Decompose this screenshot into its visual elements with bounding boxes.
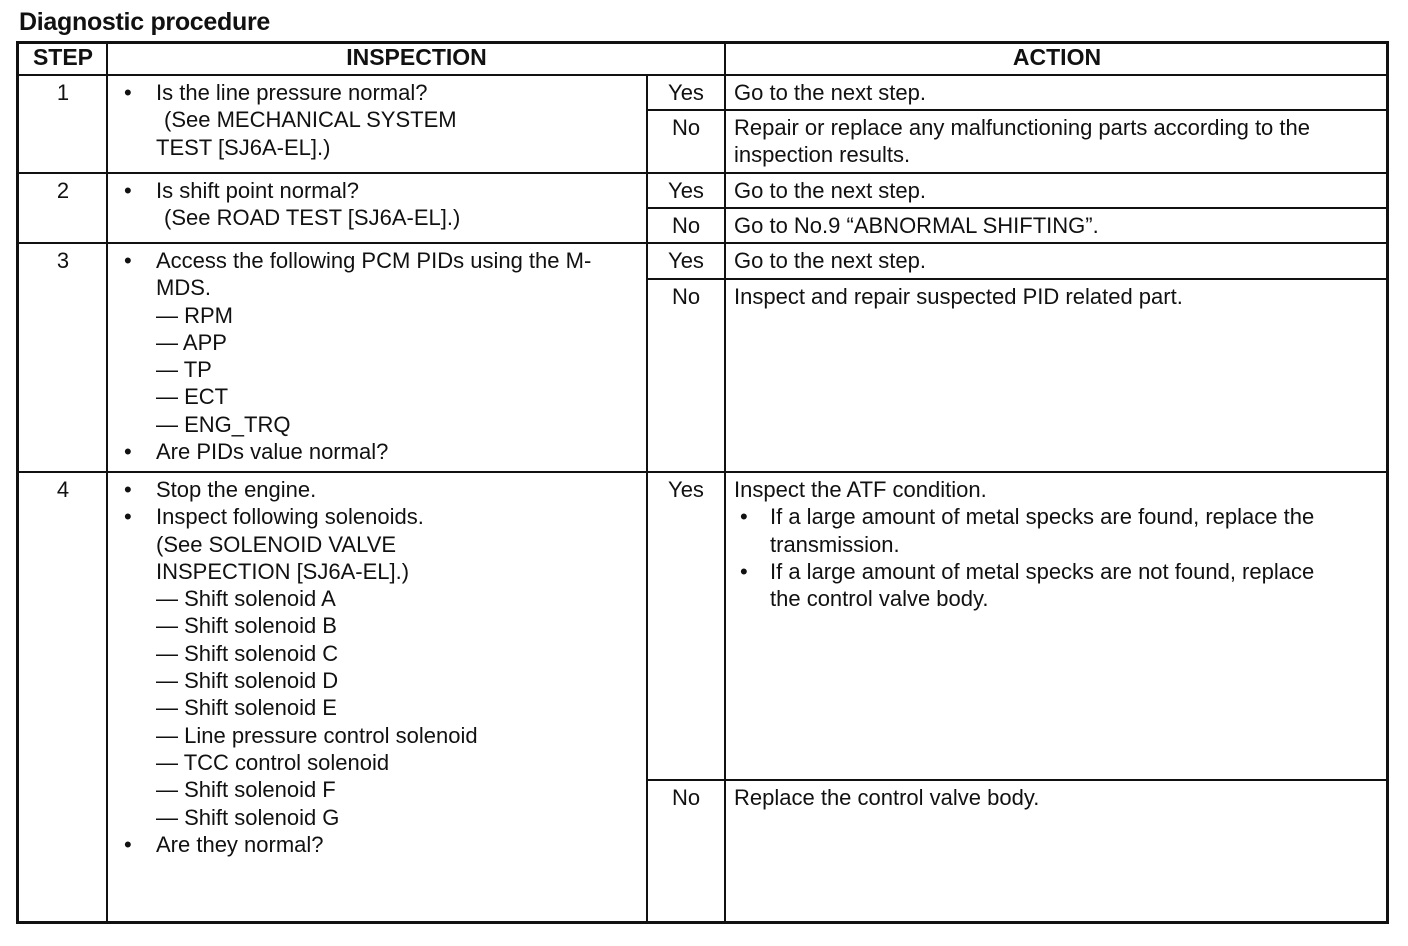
step2-yes-divider [646, 207, 1388, 209]
action-bullet-continued: the control valve body. [770, 586, 989, 612]
inspection-bullet: • Access the following PCM PIDs using the M- [120, 247, 640, 274]
step1-yes-divider [646, 109, 1388, 111]
inspection-bullet: • Inspect following solenoids. [120, 503, 640, 530]
inspection-reference: (See ROAD TEST [SJ6A-EL].) [164, 205, 461, 231]
inspection-bullet: • Are they normal? [120, 831, 640, 858]
no-action: Replace the control valve body. [734, 785, 1040, 810]
inspection-bullet: • Stop the engine. [120, 476, 640, 503]
step3-inspection [120, 247, 640, 465]
yes-label: Yes [668, 178, 704, 203]
no-action [734, 114, 1379, 169]
solenoid-item: — Shift solenoid B [156, 613, 337, 639]
step2-bottom-divider [17, 242, 1388, 244]
solenoid-item: — TCC control solenoid [156, 749, 390, 775]
inspection-bullet: • Is shift point normal? [120, 177, 640, 204]
inspection-reference: (See MECHANICAL SYSTEM [164, 107, 457, 133]
yes-label: Yes [668, 248, 704, 273]
no-action-line: Repair or replace any malfunctioning parts according to the [734, 115, 1310, 140]
yes-action: Go to the next step. [734, 248, 927, 273]
column-divider-action [724, 42, 726, 923]
inspection-bullet: • Is the line pressure normal? [120, 79, 640, 106]
inspection-reference: (See SOLENOID VALVE [156, 531, 397, 557]
yes-label: Yes [668, 477, 704, 502]
solenoid-item: — Shift solenoid G [156, 804, 340, 830]
header-action: ACTION [1012, 44, 1102, 70]
step2-inspection [120, 177, 640, 232]
solenoid-item: — Shift solenoid E [156, 695, 337, 721]
no-label: No [671, 213, 701, 238]
pid-item: — RPM [156, 302, 233, 328]
header-inspection: INSPECTION [346, 44, 487, 70]
step3-yes-divider [646, 278, 1388, 280]
no-label: No [671, 785, 701, 810]
step-number: 1 [56, 80, 70, 105]
pid-item: — ECT [156, 384, 229, 410]
no-action-line: inspection results. [734, 142, 911, 168]
header-step: STEP [32, 44, 94, 70]
pid-item: — ENG_TRQ [156, 411, 291, 437]
yes-label: Yes [668, 80, 704, 105]
no-action: Inspect and repair suspected PID related part. [734, 284, 1183, 309]
step-number: 3 [56, 248, 70, 273]
step3-bottom-divider [17, 471, 1388, 473]
page-title: Diagnostic procedure [19, 8, 270, 36]
pid-item: — APP [156, 329, 227, 355]
yes-action: Go to the next step. [734, 178, 927, 203]
step4-inspection [120, 476, 640, 858]
no-action: Go to No.9 “ABNORMAL SHIFTING”. [734, 213, 1099, 238]
inspection-bullet: • Are PIDs value normal? [120, 438, 640, 465]
step4-yes-divider [646, 779, 1388, 781]
step-number: 2 [56, 178, 70, 203]
inspection-reference: INSPECTION [SJ6A-EL].) [156, 558, 410, 584]
solenoid-item: — Shift solenoid F [156, 777, 336, 803]
solenoid-item: — Line pressure control solenoid [156, 722, 478, 748]
solenoid-item: — Shift solenoid D [156, 668, 339, 694]
step-number: 4 [56, 477, 70, 502]
no-label: No [671, 284, 701, 309]
inspection-bullet-continued: MDS. [156, 275, 211, 301]
action-bullet-continued: transmission. [770, 531, 900, 557]
inspection-reference: TEST [SJ6A-EL].) [156, 134, 331, 160]
header-divider [17, 74, 1388, 76]
pid-item: — TP [156, 357, 212, 383]
solenoid-item: — Shift solenoid A [156, 586, 336, 612]
action-bullet: • If a large amount of metal specks are found, replace the [734, 503, 1379, 530]
yes-action: Go to the next step. [734, 80, 927, 105]
action-bullet: • If a large amount of metal specks are not found, replace [734, 558, 1379, 585]
solenoid-item: — Shift solenoid C [156, 640, 339, 666]
step1-bottom-divider [17, 172, 1388, 174]
yes-action-line: Inspect the ATF condition. [734, 477, 987, 502]
step1-inspection [120, 79, 640, 161]
no-label: No [671, 115, 701, 140]
yes-action [734, 476, 1379, 612]
